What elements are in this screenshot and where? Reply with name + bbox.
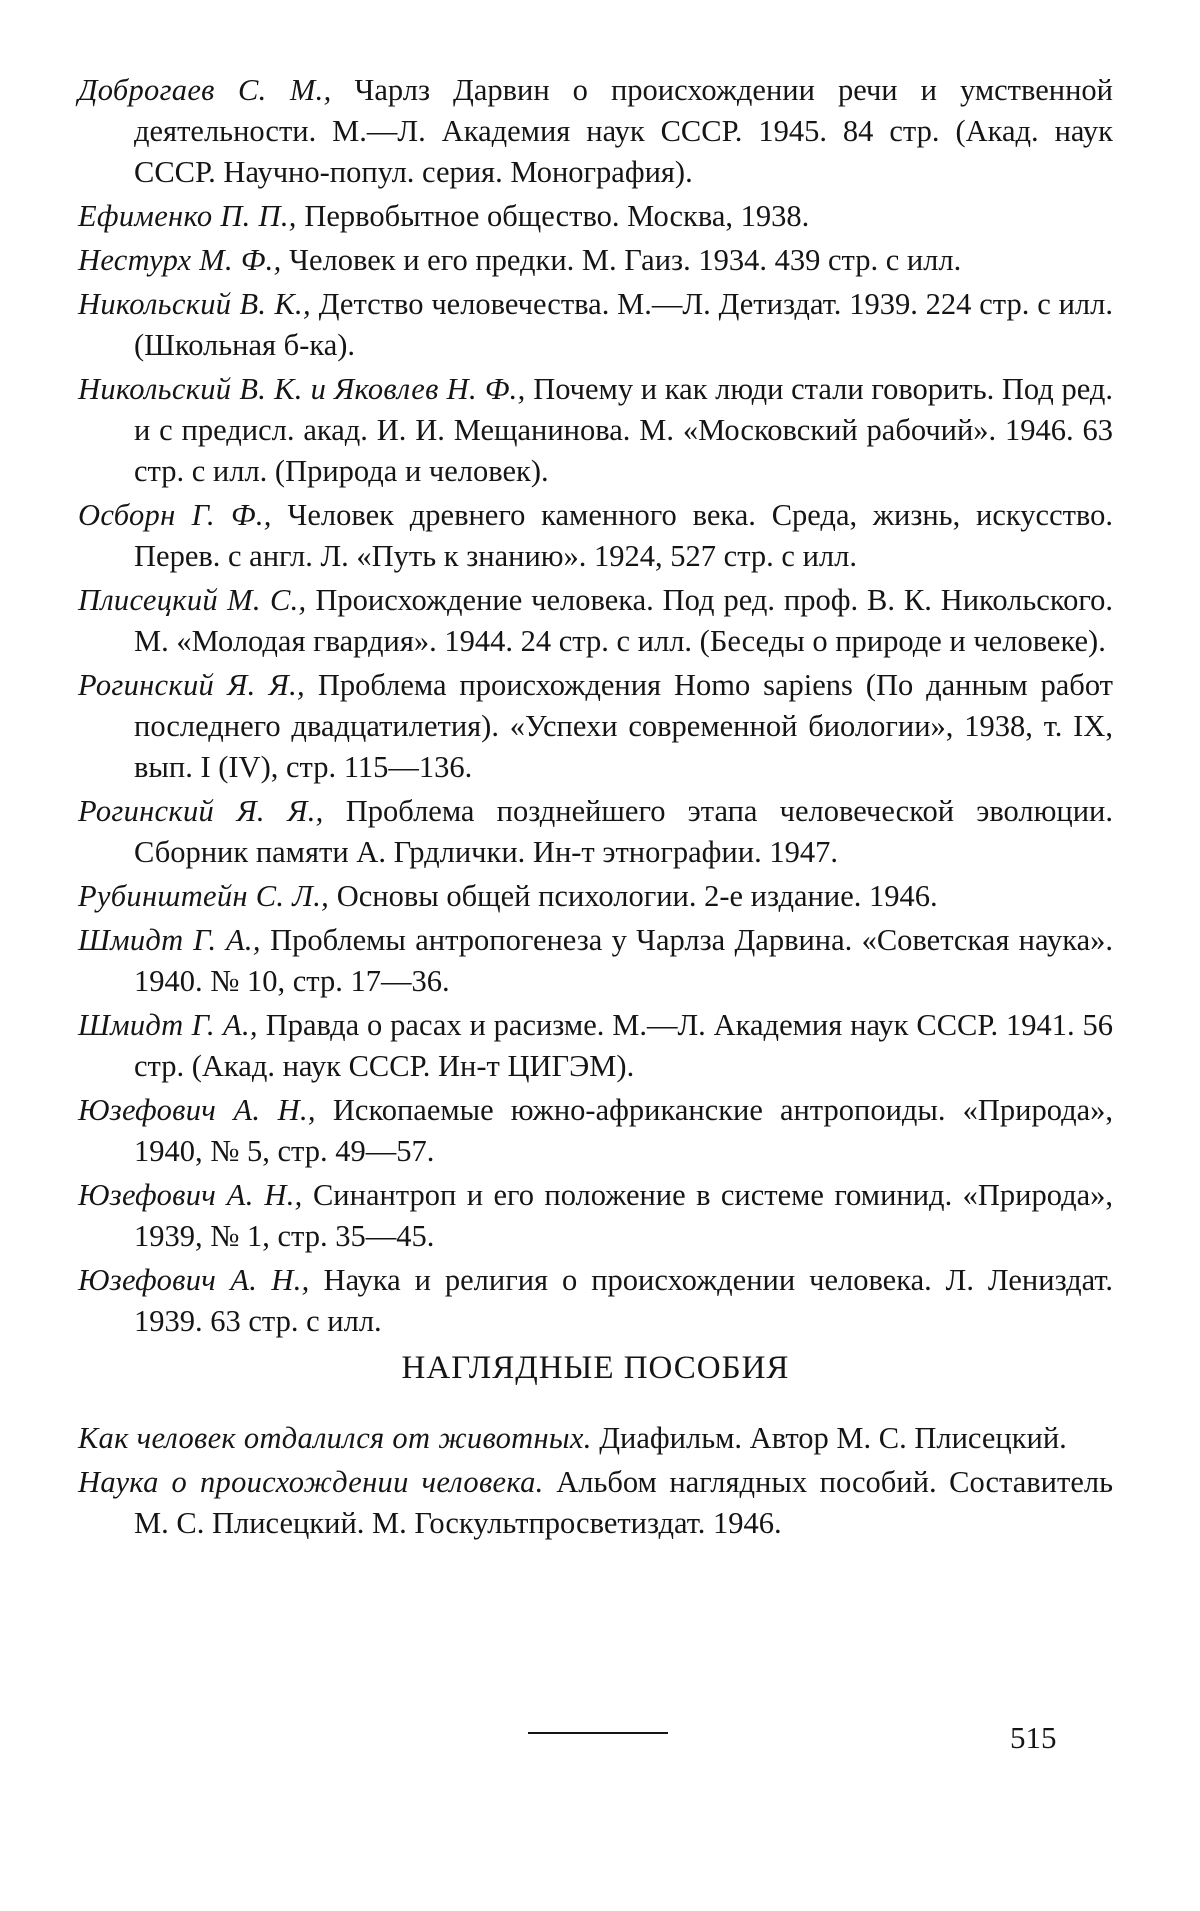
entry-text: Наука и религия о происхождении человека. Л. Лениздат. 1939. 63 стр. с илл. [134,1263,1113,1338]
bibliography-entry [78,920,1113,1002]
bibliography-entry [78,1090,1113,1172]
bibliography-entry [78,196,1113,237]
entry-author: Ефименко П. П., [78,199,297,233]
entry-author: Рогинский Я. Я., [78,668,305,702]
entry-text: Человек и его предки. М. Гаиз. 1934. 439 стр. с илл. [281,243,962,277]
bibliography-entry [78,791,1113,873]
entry-author: Никольский В. К. и Яковлев Н. Ф., [78,372,526,406]
entry-author: Осборн Г. Ф., [78,498,272,532]
bibliography-entry [78,495,1113,577]
page-number: 515 [1010,1720,1057,1755]
entry-text: Проблема происхождения Homo sapiens (По данным работ последнего двадцатилетия). «Успехи современной биологии», 1938, т. IX, вып. I (IV), стр. 115—136. [134,668,1113,784]
visual-aid-entry [78,1462,1113,1544]
bibliography-entry [78,284,1113,366]
entry-text: Человек древнего каменного века. Среда, жизнь, искусство. Перев. с англ. Л. «Путь к знанию». 1924, 527 стр. с илл. [134,498,1114,573]
bibliography-entry [78,70,1113,193]
entry-author: Нестурх М. Ф., [78,243,282,277]
entry-text: Основы общей психологии. 2-е издание. 1946. [329,879,938,913]
bibliography-entry [78,580,1113,662]
bibliography-entry [78,240,1113,281]
entry-author: Юзефович А. Н., [78,1093,316,1127]
section-title: НАГЛЯДНЫЕ ПОСОБИЯ [401,1350,790,1386]
entry-text: Чарлз Дарвин о происхождении речи и умственной деятельности. М.—Л. Академия наук СССР. 1945. 84 стр. (Акад. наук СССР. Научно-попул. серия. Монография). [134,73,1113,189]
entry-text: Правда о расах и расизме. М.—Л. Академия наук СССР. 1941. 56 стр. (Акад. наук СССР. Ин-т ЦИГЭМ). [134,1008,1113,1083]
entry-author: Рогинский Я. Я., [78,794,324,828]
bibliography-entry [78,665,1113,788]
entry-text: Синантроп и его положение в системе гоминид. «Природа», 1939, № 1, стр. 35—45. [134,1178,1114,1253]
bibliography-entry [78,369,1113,492]
entry-author: Плисецкий М. С., [78,583,307,617]
entry-author: Шмидт Г. А., [78,923,261,957]
bibliography-list [78,70,1113,1345]
entry-author: Никольский В. К., [78,287,311,321]
aid-title: Как человек отдалился от животных. [78,1421,592,1455]
aid-title: Наука о происхождении человека. [78,1465,544,1499]
entry-author: Шмидт Г. А., [78,1008,258,1042]
entry-text: Почему и как люди стали говорить. Под ред. и с предисл. акад. И. И. Мещанинова. М. «Московский рабочий». 1946. 63 стр. с илл. (Природа и человек). [134,372,1113,488]
entry-author: Юзефович А. Н., [78,1178,303,1212]
footer-divider [528,1732,668,1734]
entry-author: Юзефович А. Н., [78,1263,310,1297]
entry-text: Детство человечества. М.—Л. Детиздат. 1939. 224 стр. с илл. (Школьная б-ка). [134,287,1113,362]
entry-text: Ископаемые южно-африканские антропоиды. «Природа», 1940, № 5, стр. 49—57. [134,1093,1113,1168]
entry-author: Рубинштейн С. Л., [78,879,330,913]
aid-text: Диафильм. Автор М. С. Плисецкий. [591,1421,1067,1455]
bibliography-entry [78,1260,1113,1342]
entry-author: Доброгаев С. М., [78,73,332,107]
aid-text: Альбом наглядных пособий. Составитель М. С. Плисецкий. М. Госкультпросветиздат. 1946. [134,1465,1113,1540]
entry-text: Проблема позднейшего этапа человеческой эволюции. Сборник памяти А. Грдлички. Ин-т этнографии. 1947. [134,794,1113,869]
bibliography-entry [78,876,1113,917]
bibliography-entry [78,1175,1113,1257]
visual-aids-list [78,1418,1113,1547]
entry-text: Проблемы антропогенеза у Чарлза Дарвина. «Советская наука». 1940. № 10, стр. 17—36. [134,923,1113,998]
visual-aid-entry [78,1418,1113,1459]
entry-text: Происхождение человека. Под ред. проф. В. К. Никольского. М. «Молодая гвардия». 1944. 24 стр. с илл. (Беседы о природе и человеке). [134,583,1113,658]
bibliography-entry [78,1005,1113,1087]
entry-text: Первобытное общество. Москва, 1938. [296,199,810,233]
